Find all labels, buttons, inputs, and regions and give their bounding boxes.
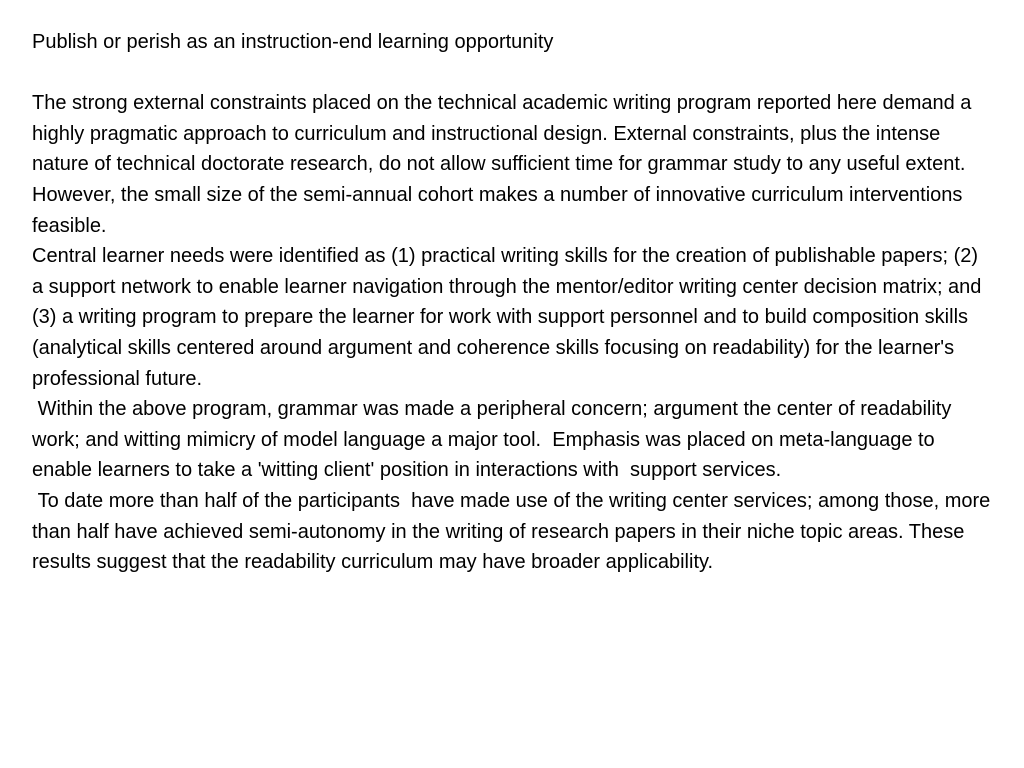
paragraph-results: To date more than half of the participants have made use of the writing center services; among those, more than half have achieved semi-autonomy in the writing of research papers in their niche topic areas. These results suggest that the readability curriculum may have broader applicability.	[32, 489, 996, 574]
document-title: Publish or perish as an instruction-end learning opportunity	[32, 31, 554, 53]
paragraph-constraints: The strong external constraints placed on the technical academic writing program reported here demand a highly pragmatic approach to curriculum and instructional design. External constraints, plus the intense nature of technical doctorate research, do not allow sufficient time for grammar study to any useful extent. However, the small size of the semi-annual cohort makes a number of innovative curriculum interventions feasible.	[32, 92, 977, 237]
paragraph-learner-needs: Central learner needs were identified as (1) practical writing skills for the creation of publishable papers; (2) a support network to enable learner navigation through the mentor/editor writing center decision matrix; and (3) a writing program to prepare the learner for work with support personnel and to build composition skills (analytical skills centered around argument and coherence skills focusing on readability) for the learner's professional future.	[32, 245, 987, 390]
blank-line	[32, 58, 992, 89]
slide-content	[32, 27, 996, 578]
paragraph-program-focus: Within the above program, grammar was made a peripheral concern; argument the center of readability work; and witting mimicry of model language a major tool. Emphasis was placed on meta-language to enable learners to take a 'witting client' position in interactions with support services.	[32, 398, 957, 482]
